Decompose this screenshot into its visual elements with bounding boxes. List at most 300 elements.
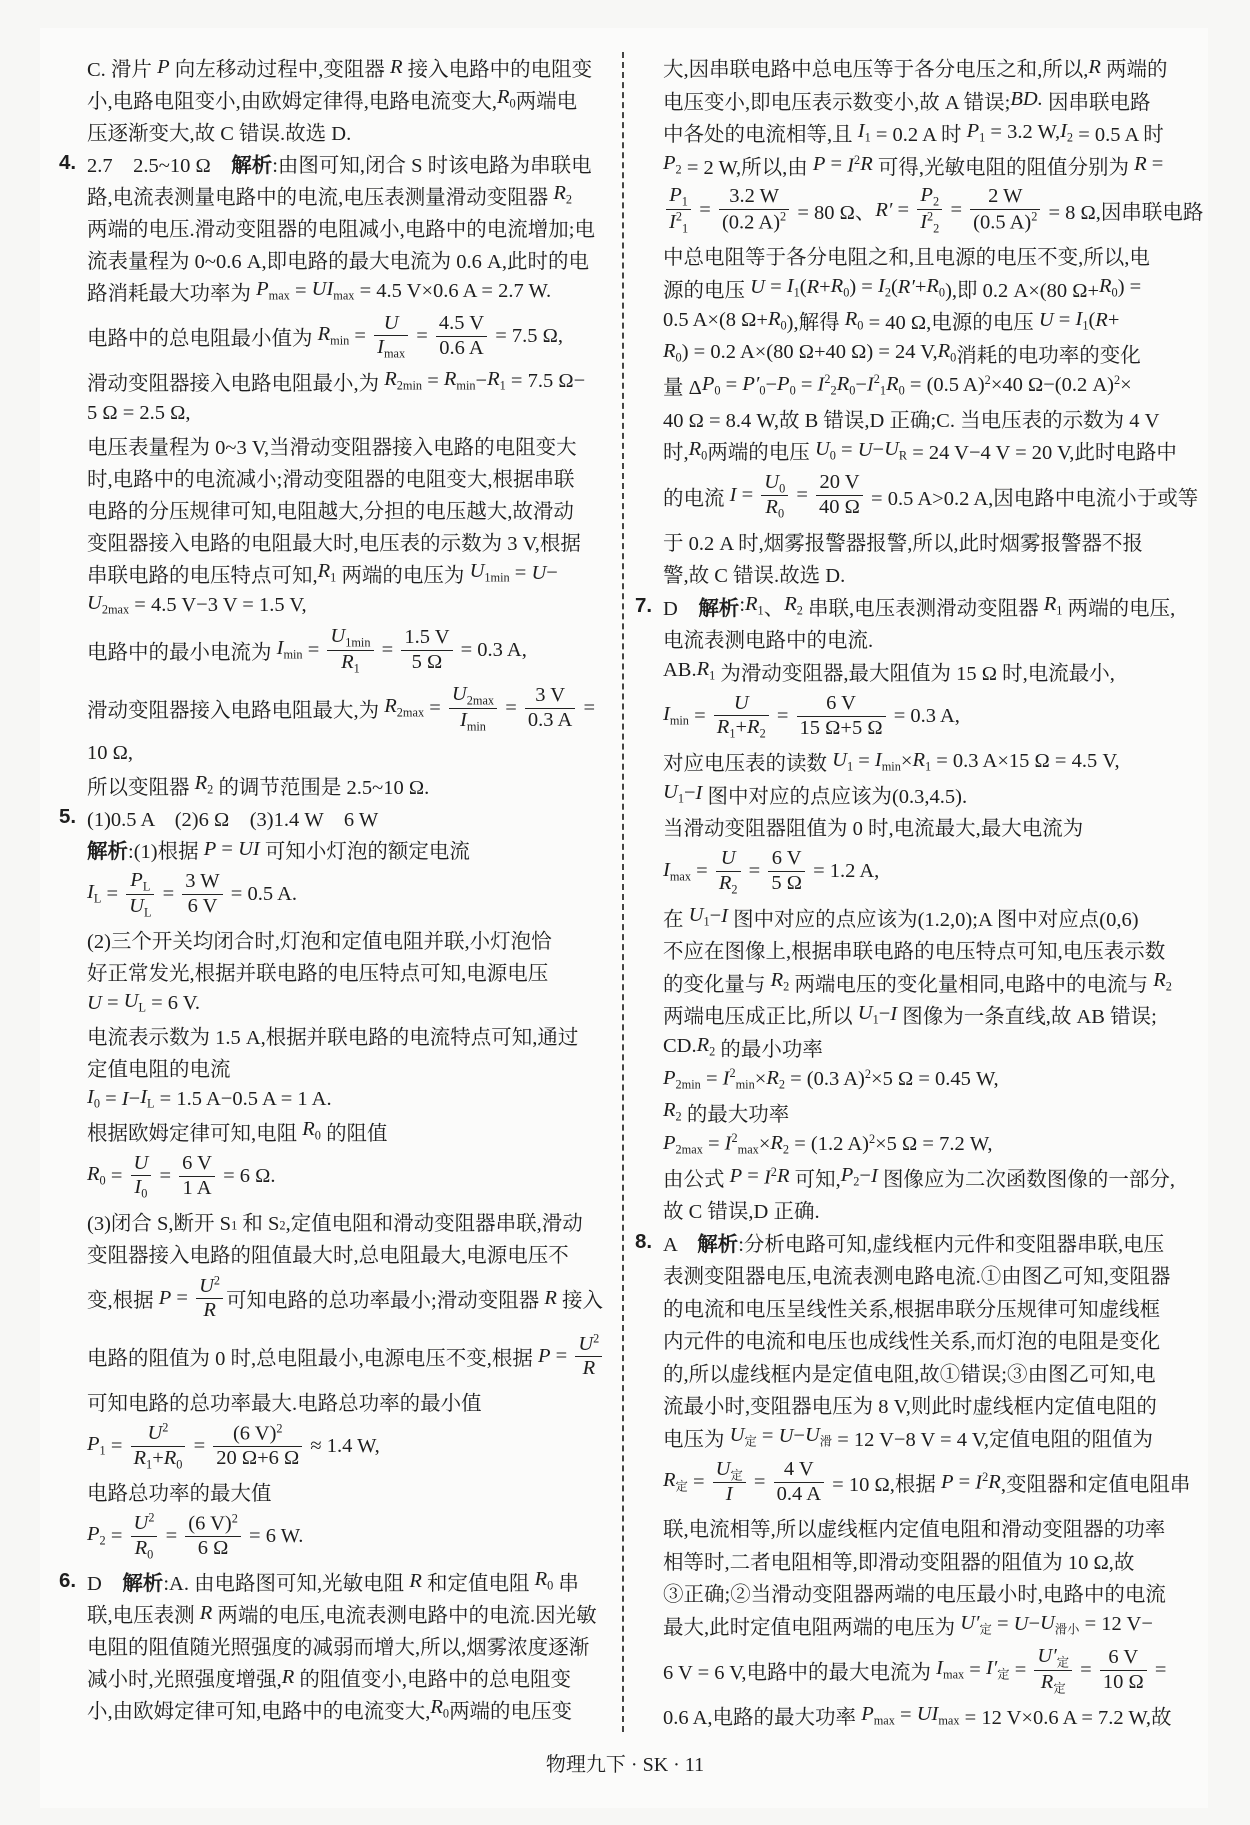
text-line bbox=[87, 1269, 609, 1327]
analysis-label: 解析 bbox=[87, 839, 128, 863]
fraction bbox=[525, 684, 575, 732]
math-variable bbox=[723, 1066, 755, 1093]
math-variable bbox=[779, 1425, 794, 1448]
fraction-denominator bbox=[185, 1536, 241, 1561]
text-run: 6 Ω bbox=[197, 1537, 229, 1560]
variable-symbol: I bbox=[140, 1086, 148, 1109]
math-variable bbox=[133, 1446, 153, 1472]
fraction-numerator bbox=[196, 1273, 223, 1298]
variable-symbol: R bbox=[443, 368, 457, 391]
text-line bbox=[663, 1128, 1185, 1161]
text-run: = bbox=[791, 484, 814, 506]
variable-symbol: R bbox=[582, 1357, 596, 1380]
fraction-denominator bbox=[179, 1176, 215, 1201]
text-run: ×5 Ω = 0.45 W, bbox=[871, 1067, 999, 1090]
column-divider bbox=[622, 52, 624, 1732]
fraction-numerator bbox=[449, 683, 497, 707]
text-line bbox=[663, 337, 1185, 370]
fraction-numerator bbox=[436, 312, 487, 336]
text-run: 电压变小,即电压表示数变小,故 A 错误; bbox=[663, 91, 1011, 114]
text-line bbox=[87, 1417, 609, 1475]
subscript: 1 bbox=[677, 791, 684, 806]
math-variable bbox=[1075, 308, 1088, 333]
math-variable bbox=[845, 308, 864, 333]
subscript: 2 bbox=[565, 192, 573, 207]
text-line bbox=[663, 1609, 1185, 1642]
fraction bbox=[182, 870, 222, 918]
item-number: 7. bbox=[635, 593, 653, 617]
text-run: = bbox=[105, 1524, 128, 1547]
math-variable bbox=[1014, 1613, 1029, 1636]
variable-symbol: I bbox=[721, 905, 728, 928]
math-variable bbox=[960, 1612, 992, 1637]
text-line bbox=[663, 1699, 1185, 1732]
text-run: = 1.2 A, bbox=[807, 860, 880, 882]
text-run: − bbox=[1028, 1613, 1041, 1636]
fraction bbox=[401, 626, 452, 674]
math-variable bbox=[1095, 309, 1108, 332]
variable-symbol: U bbox=[733, 691, 749, 714]
variable-symbol: R bbox=[1095, 308, 1108, 331]
text-line bbox=[663, 181, 1204, 239]
text-line bbox=[663, 933, 1185, 966]
subscript: 1min bbox=[484, 570, 510, 585]
variable-symbol: R bbox=[87, 1163, 100, 1186]
variable-symbol: R bbox=[497, 86, 510, 109]
math-variable bbox=[867, 372, 886, 399]
text-run: :由图可知,闭合 S 时该电路为串联电 bbox=[272, 155, 592, 177]
text-run: = 6 W. bbox=[243, 1524, 304, 1547]
variable-symbol: I bbox=[847, 153, 855, 176]
math-variable bbox=[926, 275, 945, 300]
text-line bbox=[87, 275, 609, 307]
text-run: 10 Ω bbox=[1102, 1670, 1144, 1693]
subscript: max bbox=[669, 869, 691, 884]
variable-symbol: R bbox=[203, 1299, 216, 1322]
math-variable bbox=[689, 438, 708, 463]
fraction bbox=[126, 869, 154, 919]
variable-symbol: I′ bbox=[985, 1657, 998, 1680]
text-line bbox=[663, 51, 1185, 84]
math-variable bbox=[721, 905, 728, 928]
subscript: 1 bbox=[681, 194, 688, 209]
superscript: 2 bbox=[984, 373, 991, 388]
math-variable bbox=[886, 373, 905, 398]
fraction-denominator bbox=[182, 894, 222, 919]
math-variable bbox=[497, 86, 516, 111]
text-run: ) = bbox=[849, 276, 878, 299]
variable-symbol: R bbox=[487, 368, 500, 391]
superscript: 2 bbox=[731, 1130, 738, 1145]
variable-symbol: I bbox=[669, 211, 676, 234]
subscript: 0 bbox=[843, 285, 850, 300]
superscript: 2 bbox=[770, 1164, 777, 1179]
text-run: 大,因串联电路中总电压等于各分电压之和,所以, bbox=[663, 59, 1089, 82]
math-variable bbox=[470, 560, 510, 585]
math-variable bbox=[553, 182, 572, 207]
text-run: 路,电流表测量电路中的电流,电压表测量滑动变阻器 bbox=[87, 187, 554, 209]
text-line bbox=[87, 1475, 609, 1507]
fraction-numerator bbox=[816, 471, 862, 495]
text-run: 由公式 bbox=[663, 1168, 730, 1191]
text-run: = 4.5 V−3 V = 1.5 V, bbox=[129, 593, 307, 616]
variable-symbol: U bbox=[147, 1422, 163, 1445]
text-run: = bbox=[216, 837, 239, 860]
variable-symbol: R bbox=[544, 1286, 557, 1309]
variable-symbol: R bbox=[765, 496, 778, 518]
variable-symbol: U bbox=[814, 437, 830, 460]
text-line bbox=[663, 810, 1185, 843]
math-variable bbox=[697, 1034, 716, 1059]
math-variable bbox=[747, 716, 766, 741]
text-run: (1)0.5 A (2)6 Ω (3)1.4 W 6 W bbox=[87, 809, 379, 831]
text-run: = bbox=[376, 638, 399, 661]
math-variable bbox=[871, 1165, 878, 1188]
math-variable bbox=[669, 209, 689, 236]
fraction bbox=[666, 184, 691, 235]
text-run: 电阻的阻值随光照强度的减弱而增大,所以,烟雾浓度逐渐 bbox=[87, 1637, 590, 1659]
math-variable bbox=[784, 593, 803, 618]
fraction bbox=[131, 1421, 186, 1471]
fraction-denominator bbox=[713, 1482, 746, 1507]
subscript: 2 bbox=[853, 1174, 860, 1189]
variable-symbol: U bbox=[129, 894, 144, 917]
math-variable bbox=[531, 562, 546, 585]
variable-symbol: U bbox=[133, 1512, 149, 1535]
math-variable bbox=[898, 276, 915, 299]
subscript: 2 bbox=[778, 1076, 785, 1091]
fraction bbox=[179, 1152, 215, 1200]
subscript: L bbox=[147, 1096, 155, 1111]
math-variable bbox=[721, 847, 736, 869]
math-variable bbox=[765, 496, 785, 521]
variable-symbol: I bbox=[857, 119, 865, 142]
subscript: 1 bbox=[1082, 317, 1089, 332]
variable-symbol: I bbox=[377, 336, 384, 359]
variable-symbol: R bbox=[430, 1696, 443, 1719]
text-run: = bbox=[702, 1132, 725, 1155]
math-variable bbox=[409, 1570, 422, 1593]
fraction bbox=[716, 847, 741, 896]
variable-symbol: U bbox=[750, 276, 765, 299]
math-variable bbox=[487, 368, 506, 393]
subscript: R bbox=[898, 447, 908, 462]
text-run: 可知电路的总功率最大.电路总功率的最小值 bbox=[87, 1393, 482, 1415]
variable-symbol: I bbox=[890, 1002, 898, 1025]
math-variable bbox=[1010, 88, 1042, 111]
superscript: 2 bbox=[982, 1469, 989, 1484]
text-run: 两端电压的变化量相同,电路中的电流与 bbox=[789, 973, 1154, 996]
subscript: 2 bbox=[796, 603, 803, 618]
text-run: 联,电压表测 bbox=[87, 1605, 200, 1627]
fraction-denominator bbox=[131, 1446, 186, 1471]
subscript: L bbox=[93, 891, 102, 906]
text-run: 当滑动变阻器阻值为 0 时,电流最大,最大电流为 bbox=[663, 818, 1084, 841]
fraction-denominator bbox=[774, 1482, 824, 1507]
text-line bbox=[663, 116, 1185, 149]
math-variable bbox=[975, 1470, 988, 1494]
math-variable bbox=[847, 153, 860, 177]
text-run: = bbox=[742, 1165, 764, 1188]
fraction bbox=[713, 1458, 746, 1507]
text-run: 20 V bbox=[819, 471, 860, 494]
text-line bbox=[87, 1147, 609, 1205]
subscript: 2max bbox=[101, 602, 130, 617]
subscript: 1 bbox=[703, 914, 710, 929]
text-run: = bbox=[160, 1524, 183, 1547]
math-variable bbox=[941, 1471, 954, 1494]
text-run: = 40 Ω,电源的电压 bbox=[863, 312, 1039, 335]
superscript: 2 bbox=[864, 1067, 872, 1082]
text-run: − bbox=[709, 905, 722, 928]
text-run: 6 V bbox=[187, 894, 218, 917]
subscript: 0 bbox=[314, 1128, 321, 1143]
math-variable bbox=[938, 340, 957, 365]
text-run: 可知小灯泡的额定电流 bbox=[259, 841, 470, 863]
math-variable bbox=[912, 749, 931, 774]
text-run: 滑动变阻器接入电路电阻最大,为 bbox=[87, 700, 385, 722]
fraction-denominator bbox=[126, 894, 154, 919]
text-line bbox=[635, 1226, 1185, 1259]
variable-symbol: P bbox=[777, 372, 790, 395]
math-variable bbox=[134, 1536, 154, 1562]
math-variable bbox=[815, 438, 836, 463]
variable-symbol: P bbox=[203, 837, 217, 860]
text-line bbox=[663, 901, 1185, 934]
variable-symbol: R bbox=[937, 340, 951, 363]
text-run: = bbox=[835, 438, 858, 461]
variable-symbol: R bbox=[1043, 593, 1057, 616]
variable-symbol: I bbox=[663, 703, 670, 726]
subscript: 2max bbox=[466, 693, 495, 708]
math-variable bbox=[1134, 153, 1147, 176]
text-run: (2)三个开关均闭合时,灯泡和定值电阻并联,小灯泡恰 bbox=[87, 931, 552, 953]
subscript: 0 bbox=[701, 447, 708, 462]
math-variable bbox=[535, 1568, 554, 1593]
variable-symbol: U′ bbox=[1037, 1645, 1057, 1668]
fraction-numerator bbox=[666, 184, 691, 208]
text-run: = bbox=[578, 696, 595, 719]
fraction bbox=[917, 184, 942, 235]
subscript: 定 bbox=[997, 1667, 1010, 1682]
variable-symbol: U bbox=[383, 311, 399, 334]
subscript: 0 bbox=[99, 1173, 106, 1188]
variable-symbol: I bbox=[134, 1176, 142, 1199]
math-variable bbox=[669, 184, 688, 209]
text-run: 减小时,光照强度增强, bbox=[87, 1669, 282, 1691]
text-run: 的电流和电压呈线性关系,根据串联分压规律可知虚线框 bbox=[663, 1298, 1161, 1321]
subscript: 2 bbox=[1066, 129, 1074, 144]
subscript: 2 bbox=[207, 782, 214, 797]
fraction bbox=[131, 1152, 152, 1201]
text-run: 可知电路的总功率最小;滑动变阻器 bbox=[226, 1290, 545, 1312]
fraction bbox=[185, 1511, 241, 1561]
text-run: 为滑动变阻器,最大阻值为 15 Ω 时,电流最小, bbox=[715, 662, 1115, 685]
variable-symbol: U bbox=[778, 1425, 794, 1448]
subscript: min bbox=[456, 378, 476, 393]
text-run: = bbox=[743, 860, 766, 882]
math-variable bbox=[384, 695, 424, 720]
text-run: = bbox=[105, 1164, 128, 1187]
text-run: = bbox=[694, 198, 716, 221]
left-column bbox=[59, 51, 609, 1725]
text-run: 在 bbox=[663, 908, 689, 931]
text-run: = bbox=[853, 749, 875, 772]
variable-symbol: R′ bbox=[875, 198, 893, 221]
text-run: 小,电路电阻变小,由欧姆定律得,电路电流变大, bbox=[87, 91, 497, 113]
text-run: − bbox=[765, 373, 778, 396]
text-run: = (0.3 A) bbox=[785, 1067, 865, 1090]
math-variable bbox=[1153, 969, 1172, 994]
text-run: − bbox=[855, 373, 867, 396]
math-variable bbox=[384, 312, 399, 334]
superscript: 2 bbox=[927, 209, 934, 224]
fraction-numerator bbox=[731, 692, 752, 716]
superscript: 2 bbox=[231, 1511, 238, 1526]
text-line bbox=[663, 622, 1185, 655]
math-variable bbox=[702, 373, 721, 398]
text-run: = bbox=[892, 198, 915, 221]
math-variable bbox=[318, 560, 337, 585]
text-line bbox=[87, 955, 609, 987]
variable-symbol: R bbox=[844, 307, 858, 330]
fraction-denominator bbox=[716, 871, 741, 896]
text-line bbox=[87, 679, 609, 737]
text-line bbox=[663, 687, 1185, 745]
variable-symbol: BD. bbox=[1010, 88, 1043, 111]
text-run: = 0.5 A. bbox=[225, 882, 298, 905]
variable-symbol: I bbox=[1075, 307, 1083, 330]
fraction-denominator bbox=[719, 209, 789, 235]
text-run: 和定值电阻 bbox=[421, 1573, 535, 1595]
math-variable bbox=[875, 199, 892, 222]
text-run: = bbox=[953, 1470, 976, 1493]
math-variable bbox=[1060, 120, 1073, 145]
text-run: 两端的电压, bbox=[1062, 597, 1176, 620]
subscript: 0 bbox=[780, 317, 787, 332]
variable-symbol: R bbox=[747, 716, 760, 739]
fraction bbox=[797, 692, 886, 740]
math-variable bbox=[430, 1696, 449, 1721]
math-variable bbox=[130, 869, 151, 894]
fraction-numerator bbox=[532, 684, 568, 708]
text-run: = 12 V− bbox=[1079, 1613, 1153, 1636]
text-run: 图像为一条直线,故 AB 错误; bbox=[897, 1006, 1157, 1029]
text-line bbox=[663, 525, 1185, 558]
variable-symbol: U bbox=[87, 592, 102, 615]
subscript: max bbox=[268, 288, 290, 303]
subscript: 1 bbox=[146, 1457, 153, 1472]
text-run: = bbox=[945, 198, 968, 221]
text-line bbox=[663, 434, 1185, 467]
text-run: ) = bbox=[1117, 276, 1142, 299]
text-run: 源的电压 bbox=[663, 279, 751, 302]
text-run: 的阻值变小,电路中的总电阻变 bbox=[294, 1669, 572, 1691]
text-line bbox=[87, 115, 609, 147]
variable-symbol: P bbox=[920, 184, 933, 207]
text-run: 5 Ω bbox=[411, 650, 443, 673]
text-line bbox=[663, 272, 1185, 305]
math-variable bbox=[750, 276, 765, 299]
variable-symbol: U bbox=[1013, 1613, 1029, 1636]
subscript: 2 bbox=[759, 726, 766, 741]
fraction-numerator bbox=[381, 312, 402, 336]
text-run: 2.7 2.5~10 Ω bbox=[87, 155, 232, 177]
text-run: = 7.5 Ω, bbox=[490, 324, 564, 347]
variable-symbol: UI bbox=[916, 1702, 939, 1725]
text-run: 0.3 A bbox=[527, 708, 573, 731]
fraction bbox=[131, 1511, 158, 1561]
text-run: = bbox=[411, 324, 433, 347]
text-line bbox=[663, 1576, 1185, 1609]
text-run: = bbox=[771, 704, 794, 727]
text-run: 电路的阻值为 0 时,总电阻最小,电源电压不变,根据 bbox=[87, 1348, 538, 1370]
variable-symbol: R bbox=[1153, 969, 1166, 992]
text-run: = bbox=[1009, 1658, 1032, 1681]
fraction-denominator bbox=[525, 708, 575, 733]
fraction-numerator bbox=[131, 1511, 158, 1536]
variable-symbol: R bbox=[663, 340, 676, 363]
text-run: = 12 V×0.6 A = 7.2 W,故 bbox=[959, 1707, 1172, 1730]
subscript: 1 bbox=[353, 660, 360, 675]
text-run: 的最大功率 bbox=[681, 1103, 790, 1126]
text-run: D bbox=[87, 1573, 123, 1595]
math-variable bbox=[330, 625, 371, 650]
text-line bbox=[663, 557, 1185, 590]
text-line bbox=[87, 83, 609, 115]
text-run: = 6 V. bbox=[145, 991, 201, 1014]
text-run: ,变阻器和定值电阻串 bbox=[1000, 1474, 1191, 1496]
text-line bbox=[87, 493, 609, 525]
text-run: 变,根据 bbox=[87, 1290, 159, 1312]
subscript: 2 bbox=[279, 1218, 286, 1233]
math-variable bbox=[890, 1003, 897, 1026]
fraction-numerator bbox=[575, 1331, 602, 1356]
text-run: − bbox=[128, 1087, 141, 1110]
variable-symbol: P bbox=[966, 119, 980, 142]
fraction-numerator bbox=[781, 1458, 817, 1482]
text-line bbox=[663, 1031, 1185, 1064]
text-run: = bbox=[764, 276, 787, 299]
text-line bbox=[663, 655, 1185, 688]
text-run: 两端的电压为 bbox=[336, 565, 470, 587]
page-footer: 物理九下 · SK · 11 bbox=[545, 1754, 705, 1776]
text-run: 压逐渐变大,故 C 错误.故选 D. bbox=[87, 123, 352, 145]
math-variable bbox=[87, 992, 102, 1015]
text-run: 电压为 bbox=[663, 1428, 730, 1451]
math-variable bbox=[312, 278, 355, 303]
text-run: 6 V bbox=[182, 1151, 212, 1174]
text-run: = bbox=[1075, 1658, 1097, 1681]
subscript: 1 bbox=[231, 1218, 238, 1233]
subscript: max bbox=[737, 1142, 759, 1157]
text-line bbox=[59, 1565, 609, 1597]
math-variable bbox=[444, 368, 476, 393]
subscript: 0 bbox=[789, 382, 796, 397]
superscript: 2 bbox=[873, 371, 880, 386]
subscript: 0 bbox=[898, 382, 905, 397]
math-variable bbox=[200, 1602, 213, 1625]
text-line bbox=[87, 865, 609, 923]
subscript: L bbox=[143, 904, 152, 919]
subscript: 2 bbox=[783, 979, 790, 994]
subscript: max bbox=[383, 346, 406, 361]
variable-symbol: R bbox=[988, 1470, 1001, 1493]
math-variable bbox=[725, 1131, 759, 1158]
variable-symbol: R bbox=[1040, 1670, 1054, 1693]
fraction-denominator bbox=[917, 209, 942, 236]
text-run: 中各处的电流相等,且 bbox=[663, 124, 858, 147]
